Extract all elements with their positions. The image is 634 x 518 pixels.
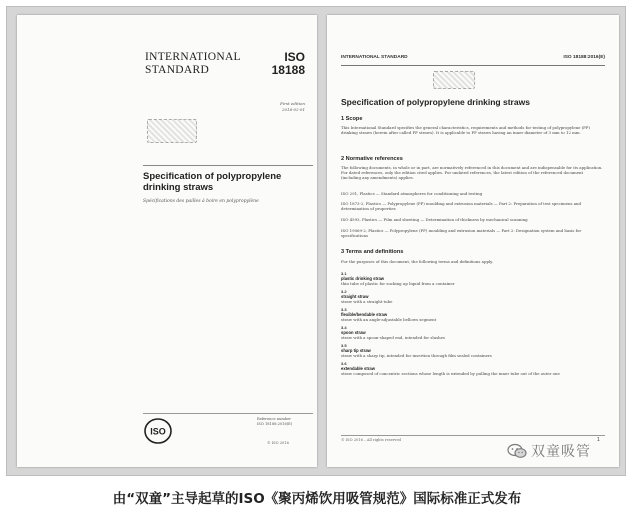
terms-list bbox=[341, 271, 603, 376]
standard-heading-line2: STANDARD bbox=[145, 64, 210, 76]
bottom-divider bbox=[143, 413, 313, 414]
edition-info bbox=[235, 101, 305, 113]
term-definition: straw with a straight tube bbox=[341, 299, 393, 304]
reference-item: ISO 4593, Plastics — Film and sheeting — Determination of thickness by mechanical scanning bbox=[341, 217, 528, 222]
terms-intro: For the purposes of this document, the following terms and definitions apply. bbox=[341, 259, 494, 264]
reference-item: ISO 291, Plastics — Standard atmospheres for conditioning and testing bbox=[341, 191, 483, 196]
standard-heading-line1: INTERNATIONAL bbox=[145, 51, 241, 63]
edition-date: 2016-02-01 bbox=[281, 107, 305, 112]
terms-heading: 3 Terms and definitions bbox=[341, 249, 404, 255]
content-title: Specification of polypropylene drinking straws bbox=[341, 97, 530, 107]
term-name: straight straw bbox=[341, 294, 369, 299]
term-number: 3.2 bbox=[341, 289, 347, 294]
term-number: 3.1 bbox=[341, 271, 347, 276]
term-number: 3.5 bbox=[341, 343, 347, 348]
term-name: extendable straw bbox=[341, 366, 375, 371]
content-page bbox=[327, 15, 619, 467]
header-left: INTERNATIONAL STANDARD bbox=[341, 55, 408, 60]
standard-heading bbox=[145, 51, 241, 77]
term-name: plastic drinking straw bbox=[341, 276, 385, 281]
document-title bbox=[143, 171, 313, 193]
term-name: spoon straw bbox=[341, 330, 366, 335]
term-definition: straw with a sharp tip, intended for insertion through film sealed containers bbox=[341, 353, 492, 358]
term-name: flexible/bendable straw bbox=[341, 312, 388, 317]
scope-text: This International Standard specifies the general characteristics, requirements and methods for testing of polypropylene (PP) drinking straws (herein after called PP straws). It is applicable to PP straws having an inner diameter of 3 mm to 12 mm. bbox=[341, 125, 590, 135]
document-title-line2: drinking straws bbox=[143, 182, 214, 193]
page-header bbox=[341, 55, 605, 66]
term-name: sharp tip straw bbox=[341, 348, 371, 353]
term-number: 3.6 bbox=[341, 361, 347, 366]
watermark bbox=[507, 440, 631, 462]
normative-heading: 2 Normative references bbox=[341, 156, 403, 162]
svg-text:ISO: ISO bbox=[150, 426, 166, 437]
iso-number-block bbox=[265, 51, 305, 77]
watermark-text: 双童吸管 bbox=[531, 444, 591, 460]
stamp-mark bbox=[147, 119, 197, 143]
term-definition: thin tube of plastic for sucking up liquid from a container bbox=[341, 281, 455, 286]
term-number: 3.4 bbox=[341, 325, 347, 330]
reference-label: Reference number bbox=[257, 417, 291, 421]
reference-item: ISO 1873-2, Plastics — Polypropylene (PP) moulding and extrusion materials — Part 2: Preparation of test specimens and determination of properties bbox=[341, 201, 582, 211]
normative-text: The following documents, in whole or in part, are normatively referenced in this document and are indispensable for its application. For dated references, only the edition cited applies. For undated references, the latest edition of the referenced document (including any amendments) applies. bbox=[341, 165, 603, 180]
scope-heading: 1 Scope bbox=[341, 116, 363, 122]
iso-number: 18188 bbox=[271, 63, 305, 77]
wechat-icon bbox=[507, 443, 527, 459]
iso-logo bbox=[143, 417, 173, 445]
term-definition: straw with an angle-adjustable bellows segment bbox=[341, 317, 437, 322]
document-title-line1: Specification of polypropylene bbox=[143, 171, 282, 182]
term-entry bbox=[341, 343, 603, 358]
edition-line1: First edition bbox=[280, 101, 305, 106]
term-entry bbox=[341, 361, 603, 376]
caption: 由“双童”主导起草的ISO《聚丙烯饮用吸管规范》国际标准正式发布 bbox=[112, 491, 522, 507]
term-number: 3.3 bbox=[341, 307, 347, 312]
term-entry bbox=[341, 325, 603, 340]
iso-label: ISO bbox=[284, 50, 305, 64]
term-entry bbox=[341, 289, 603, 304]
stamp-mark bbox=[433, 71, 475, 89]
reference-item: ISO 19069-2, Plastics — Polypropylene (PP) moulding and extrusion materials — Part 2: Designation system and basis for specifications bbox=[341, 228, 582, 238]
photo-frame bbox=[6, 6, 626, 476]
title-divider bbox=[143, 165, 313, 166]
page-number: 1 bbox=[597, 437, 600, 443]
term-definition: straw composed of concentric sections whose length is extended by pulling the inner tube out of the outer one bbox=[341, 371, 560, 376]
term-definition: straw with a spoon-shaped end, intended for slushes bbox=[341, 335, 445, 340]
french-subtitle: Spécifications des pailles à boire en polypropylène bbox=[143, 199, 259, 204]
reference-code: ISO 18188:2016(E) bbox=[257, 421, 293, 426]
footer-copyright: © ISO 2016 – All rights reserved bbox=[341, 438, 401, 442]
page-footer-rule bbox=[341, 435, 605, 436]
cover-page bbox=[17, 15, 317, 467]
cover-copyright: © ISO 2016 bbox=[267, 441, 289, 445]
term-entry bbox=[341, 271, 603, 286]
reference-number bbox=[257, 417, 313, 426]
header-right: ISO 18188:2016(E) bbox=[563, 55, 605, 60]
term-entry bbox=[341, 307, 603, 322]
